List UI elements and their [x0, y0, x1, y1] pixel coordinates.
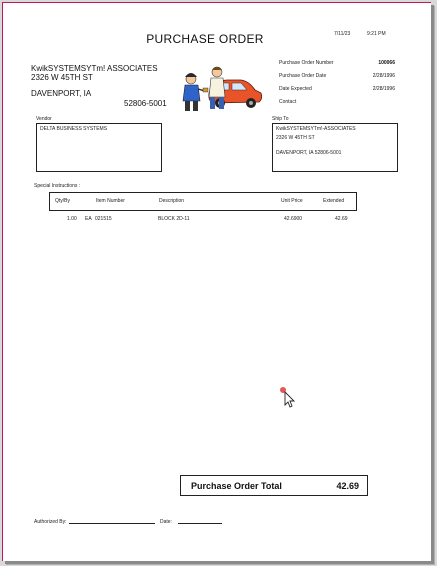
special-instructions-label: Special Instructions :	[34, 183, 81, 189]
header-unit-price: Unit Price	[281, 198, 303, 204]
car-mechanic-illustration	[179, 63, 263, 113]
header-qty: Qty/By	[55, 198, 71, 204]
date-expected-label: Date Expected	[279, 86, 312, 92]
ship-to-label: Ship To	[272, 116, 289, 122]
row-qty: 1.00	[67, 216, 77, 222]
print-date: 7/11/23	[334, 31, 351, 37]
header-item-number: Item Number	[96, 198, 125, 204]
authorized-by-line	[69, 523, 155, 524]
ship-to-box	[272, 123, 398, 172]
header-extended: Extended	[323, 198, 345, 204]
po-total-label: Purchase Order Total	[191, 481, 282, 491]
row-unit: EA	[85, 216, 92, 222]
date-line	[178, 523, 222, 524]
row-item-number: 021515	[95, 216, 112, 222]
authorized-by-label: Authorized By:	[34, 519, 67, 525]
vendor-name: DELTA BUSINESS SYSTEMS	[40, 126, 108, 132]
ship-to-line-2: 2326 W 45TH ST	[276, 135, 315, 141]
row-description: BLOCK 2D-11	[158, 216, 190, 222]
company-name: KwikSYSTEMSYTm! ASSOCIATES	[31, 64, 158, 73]
contact-label: Contact	[279, 99, 297, 105]
company-street: 2326 W 45TH ST	[31, 73, 93, 82]
po-number-value: 100066	[378, 60, 395, 66]
po-date-value: 2/28/1996	[372, 73, 395, 79]
po-number-label: Purchase Order Number	[279, 60, 334, 66]
company-zip: 52806-5001	[124, 99, 167, 108]
purchase-order-page	[2, 2, 431, 561]
date-expected-value: 2/28/1996	[372, 86, 395, 92]
row-extended: 42.69	[335, 216, 348, 222]
company-block	[31, 64, 158, 82]
print-time: 9:21 PM	[367, 31, 386, 37]
po-total-box	[180, 475, 368, 496]
vendor-box	[36, 123, 162, 172]
mouse-pointer-icon	[279, 386, 299, 408]
page-title: PURCHASE ORDER	[146, 32, 264, 46]
ship-to-line-3: DAVENPORT, IA 52806-5001	[276, 150, 342, 156]
header-description: Description	[159, 198, 185, 204]
po-date-label: Purchase Order Date	[279, 73, 327, 79]
vendor-label: Vendor	[36, 116, 52, 122]
ship-to-line-1: KwikSYSTEMSYTm!-ASSOCIATES	[276, 126, 356, 132]
date-label: Date:	[160, 519, 172, 525]
line-items-header	[49, 192, 357, 211]
company-city: DAVENPORT, IA	[31, 89, 92, 98]
row-unit-price: 42.6900	[284, 216, 303, 222]
po-total-value: 42.69	[336, 481, 359, 491]
